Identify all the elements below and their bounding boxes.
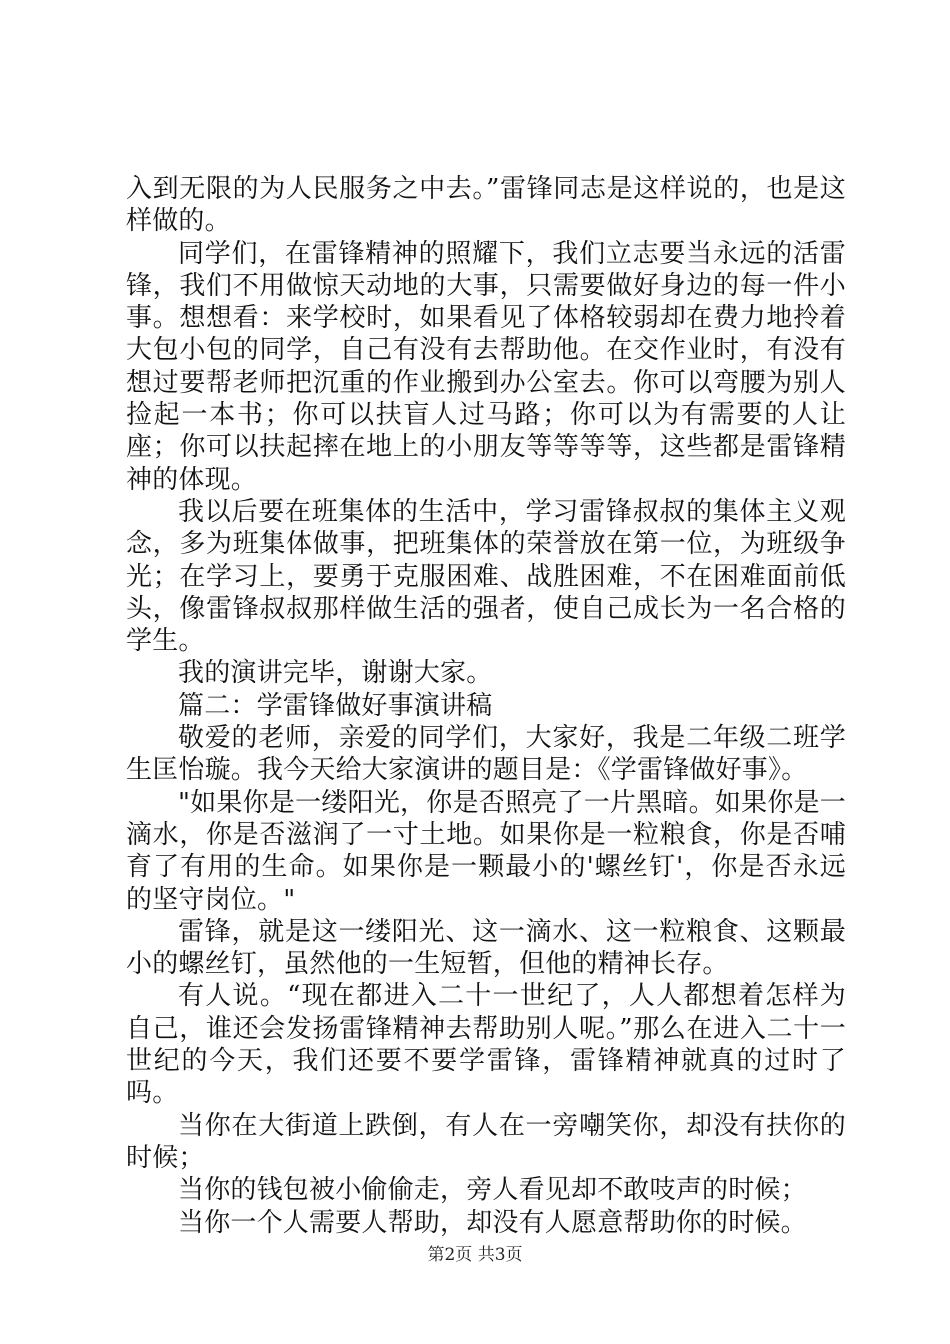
paragraph: 有人说。“现在都进入二十一世纪了，人人都想着怎样为自己，谁还会发扬雷锋精神去帮助别人呢。”那么在进入二十一世纪的今天，我们还要不要学雷锋，雷锋精神就真的过时了吗。	[126, 981, 846, 1109]
paragraph: 同学们，在雷锋精神的照耀下，我们立志要当永远的活雷锋，我们不用做惊天动地的大事，只需要做好身边的每一件小事。想想看：来学校时，如果看见了体格较弱却在费力地拎着大包小包的同学，自己有没有去帮助他。在交作业时，有没有想过要帮老师把沉重的作业搬到办公室去。你可以弯腰为别人捡起一本书；你可以扶盲人过马路；你可以为有需要的人让座；你可以扶起摔在地上的小朋友等等等等，这些都是雷锋精神的体现。	[126, 238, 846, 495]
section-heading: 篇二：学雷锋做好事演讲稿	[178, 690, 493, 721]
paragraph: 当你一个人需要人帮助，却没有人愿意帮助你的时候。	[178, 1207, 807, 1238]
paragraph: 入到无限的为人民服务之中去。”雷锋同志是这样说的，也是这样做的。	[126, 174, 846, 237]
page-number-footer: 第2页 共3页	[427, 1245, 523, 1265]
paragraph: 敬爱的老师，亲爱的同学们，大家好，我是二年级二班学生匡怡璇。我今天给大家演讲的题目是：《学雷锋做好事》。	[126, 723, 846, 786]
paragraph: 雷锋，就是这一缕阳光、这一滴水、这一粒粮食、这颗最小的螺丝钉，虽然他的一生短暂，但他的精神长存。	[126, 916, 846, 980]
paragraph: 当你的钱包被小偷偷走，旁人看见却不敢吱声的时候；	[178, 1175, 807, 1206]
paragraph: "如果你是一缕阳光，你是否照亮了一片黑暗。如果你是一滴水，你是否滋润了一寸土地。如果你是一粒粮食，你是否哺育了有用的生命。如果你是一颗最小的'螺丝钉'，你是否永远的坚守岗位。"	[126, 787, 846, 915]
document-body	[126, 173, 846, 1239]
paragraph: 我以后要在班集体的生活中，学习雷锋叔叔的集体主义观念，多为班集体做事，把班集体的荣誉放在第一位，为班级争光；在学习上，要勇于克服困难、战胜困难，不在困难面前低头，像雷锋叔叔那样做生活的强者，使自己成长为一名合格的学生。	[126, 496, 846, 657]
paragraph: 当你在大街道上跌倒，有人在一旁嘲笑你，却没有扶你的时候；	[126, 1110, 846, 1173]
paragraph: 我的演讲完毕，谢谢大家。	[178, 658, 493, 689]
